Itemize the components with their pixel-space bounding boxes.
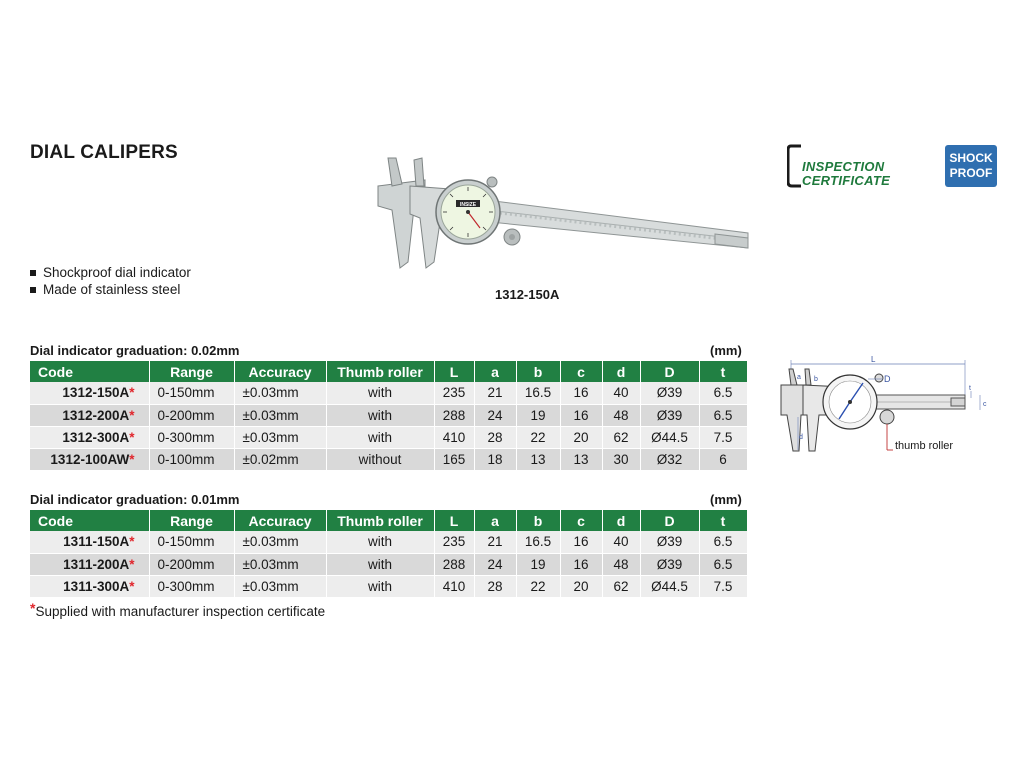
table-cell: 16 — [560, 404, 602, 426]
dim-L-label: L — [871, 355, 876, 364]
table-cell: 7.5 — [699, 575, 747, 597]
table-cell: 18 — [474, 448, 516, 470]
asterisk-mark: * — [129, 429, 135, 445]
column-header: b — [516, 510, 560, 531]
feature-item: Shockproof dial indicator — [30, 264, 191, 281]
footnote: *Supplied with manufacturer inspection certificate — [30, 600, 326, 619]
table-cell: 40 — [602, 382, 640, 404]
asterisk-mark: * — [129, 578, 135, 594]
asterisk-mark: * — [129, 385, 135, 401]
dial-caliper-photo — [370, 150, 755, 280]
table-cell: 16 — [560, 382, 602, 404]
product-caption: 1312-150A — [495, 287, 560, 302]
table-cell: 21 — [474, 531, 516, 553]
column-header: c — [560, 361, 602, 382]
table-cell: without — [326, 448, 434, 470]
column-header: D — [640, 510, 699, 531]
column-header: Thumb roller — [326, 361, 434, 382]
table-cell: Ø32 — [640, 448, 699, 470]
column-header: Range — [149, 361, 234, 382]
column-header: d — [602, 361, 640, 382]
dial-brand-logo: INSIZE — [459, 202, 477, 208]
table-cell: with — [326, 426, 434, 448]
table-cell: with — [326, 575, 434, 597]
column-header: Code — [30, 361, 149, 382]
table-cell: 13 — [516, 448, 560, 470]
table-cell: 19 — [516, 404, 560, 426]
model-code-cell: 1311-150A* — [30, 531, 149, 553]
asterisk-mark: * — [129, 556, 135, 572]
table-cell: 62 — [602, 426, 640, 448]
table-cell: 0-200mm — [149, 553, 234, 575]
table-cell: Ø44.5 — [640, 426, 699, 448]
spec-table-002 — [30, 361, 748, 471]
table1-unit: (mm) — [710, 343, 742, 358]
table-row — [30, 531, 747, 553]
table-cell: 24 — [474, 404, 516, 426]
model-code-cell: 1312-200A* — [30, 404, 149, 426]
table-cell: ±0.03mm — [234, 553, 326, 575]
bullet-square-icon — [30, 270, 36, 276]
table-cell: 22 — [516, 426, 560, 448]
table-cell: 410 — [434, 426, 474, 448]
table-cell: 410 — [434, 575, 474, 597]
table-cell: 28 — [474, 575, 516, 597]
table-cell: with — [326, 404, 434, 426]
column-header: D — [640, 361, 699, 382]
asterisk-mark: * — [30, 600, 36, 616]
table-cell: 288 — [434, 404, 474, 426]
dim-a-label: a — [797, 374, 801, 381]
table-cell: 6.5 — [699, 553, 747, 575]
table-cell: ±0.03mm — [234, 531, 326, 553]
table-cell: Ø39 — [640, 404, 699, 426]
table-cell: 6.5 — [699, 404, 747, 426]
column-header: a — [474, 361, 516, 382]
table-cell: Ø39 — [640, 531, 699, 553]
dim-c-label: c — [983, 401, 987, 408]
dim-b-label: b — [814, 376, 818, 383]
inspection-certificate-badge: INSPECTION CERTIFICATE — [787, 143, 919, 189]
table-cell: with — [326, 531, 434, 553]
table-cell: 235 — [434, 382, 474, 404]
table-cell: 6.5 — [699, 531, 747, 553]
column-header: Range — [149, 510, 234, 531]
column-header: Code — [30, 510, 149, 531]
table-cell: 0-300mm — [149, 426, 234, 448]
table2-heading: Dial indicator graduation: 0.01mm — [30, 492, 240, 507]
spec-table-001 — [30, 510, 748, 598]
table-cell: 20 — [560, 426, 602, 448]
table-cell: ±0.03mm — [234, 382, 326, 404]
table-cell: 16 — [560, 553, 602, 575]
table-cell: 13 — [560, 448, 602, 470]
asterisk-mark: * — [129, 407, 135, 423]
table-cell: ±0.03mm — [234, 426, 326, 448]
column-header: t — [699, 361, 747, 382]
table-cell: 21 — [474, 382, 516, 404]
table-row — [30, 382, 747, 404]
table-cell: 30 — [602, 448, 640, 470]
table-row — [30, 404, 747, 426]
table-cell: 6 — [699, 448, 747, 470]
feature-list — [30, 264, 191, 298]
table-cell: 22 — [516, 575, 560, 597]
model-code-cell: 1312-150A* — [30, 382, 149, 404]
table-cell: Ø44.5 — [640, 575, 699, 597]
table-cell: 16 — [560, 531, 602, 553]
table-cell: with — [326, 382, 434, 404]
table2-unit: (mm) — [710, 492, 742, 507]
dim-d-label: d — [799, 434, 803, 441]
table1-heading: Dial indicator graduation: 0.02mm — [30, 343, 240, 358]
table-cell: 0-200mm — [149, 404, 234, 426]
table-cell: 6.5 — [699, 382, 747, 404]
column-header: d — [602, 510, 640, 531]
model-code-cell: 1312-300A* — [30, 426, 149, 448]
column-header: L — [434, 361, 474, 382]
table-cell: 24 — [474, 553, 516, 575]
shock-proof-badge: SHOCK PROOF — [945, 145, 997, 187]
table-cell: 0-150mm — [149, 531, 234, 553]
column-header: Accuracy — [234, 361, 326, 382]
column-header: Thumb roller — [326, 510, 434, 531]
asterisk-mark: * — [129, 534, 135, 550]
table-cell: 40 — [602, 531, 640, 553]
page-title: DIAL CALIPERS — [30, 142, 178, 163]
table-cell: ±0.03mm — [234, 404, 326, 426]
dim-D-label: D — [884, 374, 891, 384]
table-cell: 0-100mm — [149, 448, 234, 470]
table-cell: 16.5 — [516, 382, 560, 404]
column-header: L — [434, 510, 474, 531]
table-cell: 288 — [434, 553, 474, 575]
table-row — [30, 426, 747, 448]
thumb-roller-label: thumb roller — [895, 440, 954, 452]
table-row — [30, 575, 747, 597]
feature-item: Made of stainless steel — [30, 281, 191, 298]
table-cell: 0-150mm — [149, 382, 234, 404]
model-code-cell: 1311-300A* — [30, 575, 149, 597]
column-header: t — [699, 510, 747, 531]
table-row — [30, 553, 747, 575]
dim-t-label: t — [969, 385, 971, 392]
table-cell: with — [326, 553, 434, 575]
table-cell: 165 — [434, 448, 474, 470]
table-cell: 235 — [434, 531, 474, 553]
model-code-cell: 1312-100AW* — [30, 448, 149, 470]
table-cell: 16.5 — [516, 531, 560, 553]
table-row — [30, 448, 747, 470]
table-cell: 20 — [560, 575, 602, 597]
table-cell: ±0.02mm — [234, 448, 326, 470]
table-cell: 19 — [516, 553, 560, 575]
table-cell: 48 — [602, 553, 640, 575]
asterisk-mark: * — [129, 451, 135, 467]
table-cell: 7.5 — [699, 426, 747, 448]
table-cell: 48 — [602, 404, 640, 426]
table-cell: 62 — [602, 575, 640, 597]
column-header: b — [516, 361, 560, 382]
table-cell: 28 — [474, 426, 516, 448]
column-header: Accuracy — [234, 510, 326, 531]
caliper-dimension-diagram — [775, 355, 1000, 460]
table-cell: Ø39 — [640, 553, 699, 575]
bullet-square-icon — [30, 287, 36, 293]
table-cell: Ø39 — [640, 382, 699, 404]
column-header: c — [560, 510, 602, 531]
model-code-cell: 1311-200A* — [30, 553, 149, 575]
table-cell: ±0.03mm — [234, 575, 326, 597]
column-header: a — [474, 510, 516, 531]
table-cell: 0-300mm — [149, 575, 234, 597]
